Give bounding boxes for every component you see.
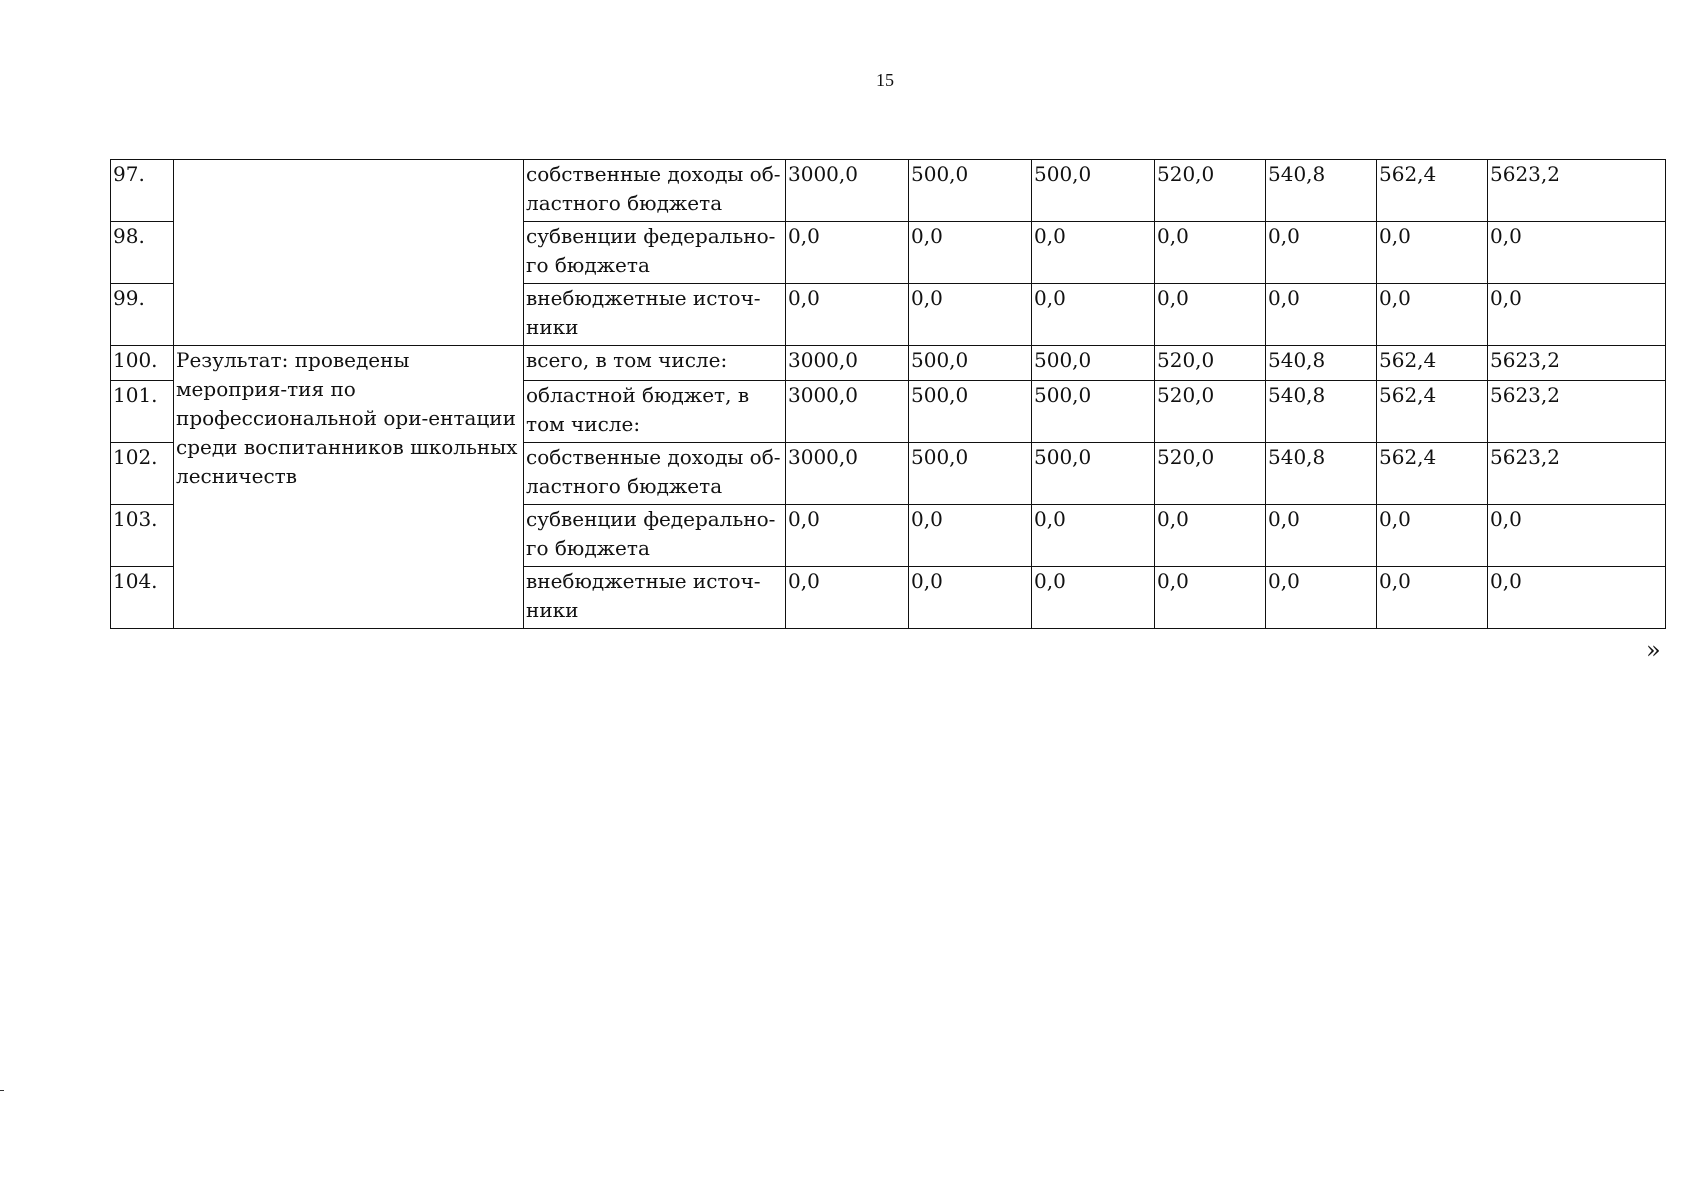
value-cell: 0,0 bbox=[786, 284, 909, 346]
page-number: 15 bbox=[876, 70, 894, 90]
value-cell: 0,0 bbox=[1155, 567, 1266, 629]
value-cell: 562,4 bbox=[1377, 443, 1488, 505]
value-cell: 0,0 bbox=[1155, 505, 1266, 567]
funding-source: собственные доходы об-ластного бюджета bbox=[524, 160, 786, 222]
funding-source: субвенции федерально-го бюджета bbox=[524, 505, 786, 567]
value-cell: 520,0 bbox=[1155, 160, 1266, 222]
value-cell: 540,8 bbox=[1266, 443, 1377, 505]
value-cell: 0,0 bbox=[1488, 222, 1666, 284]
row-number: 99. bbox=[111, 284, 174, 346]
value-cell: 0,0 bbox=[1377, 567, 1488, 629]
row-number: 104. bbox=[111, 567, 174, 629]
value-cell: 562,4 bbox=[1377, 346, 1488, 381]
table-row bbox=[111, 160, 1666, 222]
value-cell: 0,0 bbox=[1266, 222, 1377, 284]
row-number: 102. bbox=[111, 443, 174, 505]
value-cell: 0,0 bbox=[1266, 505, 1377, 567]
funding-source: внебюджетные источ-ники bbox=[524, 567, 786, 629]
value-cell: 3000,0 bbox=[786, 346, 909, 381]
value-cell: 0,0 bbox=[786, 222, 909, 284]
value-cell: 0,0 bbox=[1266, 567, 1377, 629]
row-number: 98. bbox=[111, 222, 174, 284]
value-cell: 3000,0 bbox=[786, 443, 909, 505]
value-cell: 3000,0 bbox=[786, 381, 909, 443]
table-row bbox=[111, 346, 1666, 381]
value-cell: 0,0 bbox=[1488, 284, 1666, 346]
value-cell: 520,0 bbox=[1155, 381, 1266, 443]
value-cell: 520,0 bbox=[1155, 443, 1266, 505]
funding-source: всего, в том числе: bbox=[524, 346, 786, 381]
row-number: 97. bbox=[111, 160, 174, 222]
value-cell: 0,0 bbox=[1488, 505, 1666, 567]
value-cell: 0,0 bbox=[1377, 505, 1488, 567]
funding-source: собственные доходы об-ластного бюджета bbox=[524, 443, 786, 505]
funding-source: внебюджетные источ-ники bbox=[524, 284, 786, 346]
value-cell: 0,0 bbox=[909, 505, 1032, 567]
value-cell: 0,0 bbox=[1155, 284, 1266, 346]
value-cell: 5623,2 bbox=[1488, 346, 1666, 381]
value-cell: 540,8 bbox=[1266, 381, 1377, 443]
value-cell: 500,0 bbox=[1032, 346, 1155, 381]
value-cell: 0,0 bbox=[1032, 505, 1155, 567]
value-cell: 500,0 bbox=[909, 381, 1032, 443]
value-cell: 0,0 bbox=[909, 222, 1032, 284]
value-cell: 5623,2 bbox=[1488, 443, 1666, 505]
value-cell: 0,0 bbox=[909, 284, 1032, 346]
budget-table bbox=[110, 159, 1666, 629]
result-description: Результат: проведены мероприя-тия по профессиональной ори-ентации среди воспитанников школьных лесничеств bbox=[174, 346, 524, 629]
value-cell: 0,0 bbox=[1032, 284, 1155, 346]
value-cell: 0,0 bbox=[786, 505, 909, 567]
value-cell: 0,0 bbox=[1155, 222, 1266, 284]
value-cell: 500,0 bbox=[1032, 381, 1155, 443]
closing-quote: » bbox=[1646, 636, 1661, 664]
value-cell: 3000,0 bbox=[786, 160, 909, 222]
value-cell: 520,0 bbox=[1155, 346, 1266, 381]
value-cell: 500,0 bbox=[909, 346, 1032, 381]
value-cell: 562,4 bbox=[1377, 160, 1488, 222]
value-cell: 5623,2 bbox=[1488, 160, 1666, 222]
value-cell: 540,8 bbox=[1266, 160, 1377, 222]
row-number: 100. bbox=[111, 346, 174, 381]
value-cell: 500,0 bbox=[909, 160, 1032, 222]
value-cell: 0,0 bbox=[786, 567, 909, 629]
event-cell-empty bbox=[174, 160, 524, 346]
funding-source: областной бюджет, в том числе: bbox=[524, 381, 786, 443]
value-cell: 0,0 bbox=[909, 567, 1032, 629]
row-number: 103. bbox=[111, 505, 174, 567]
value-cell: 500,0 bbox=[909, 443, 1032, 505]
value-cell: 540,8 bbox=[1266, 346, 1377, 381]
value-cell: 0,0 bbox=[1377, 284, 1488, 346]
margin-mark bbox=[0, 1090, 4, 1091]
value-cell: 0,0 bbox=[1266, 284, 1377, 346]
value-cell: 0,0 bbox=[1032, 567, 1155, 629]
value-cell: 0,0 bbox=[1488, 567, 1666, 629]
value-cell: 5623,2 bbox=[1488, 381, 1666, 443]
value-cell: 0,0 bbox=[1377, 222, 1488, 284]
value-cell: 562,4 bbox=[1377, 381, 1488, 443]
row-number: 101. bbox=[111, 381, 174, 443]
value-cell: 500,0 bbox=[1032, 160, 1155, 222]
funding-source: субвенции федерально-го бюджета bbox=[524, 222, 786, 284]
value-cell: 0,0 bbox=[1032, 222, 1155, 284]
value-cell: 500,0 bbox=[1032, 443, 1155, 505]
